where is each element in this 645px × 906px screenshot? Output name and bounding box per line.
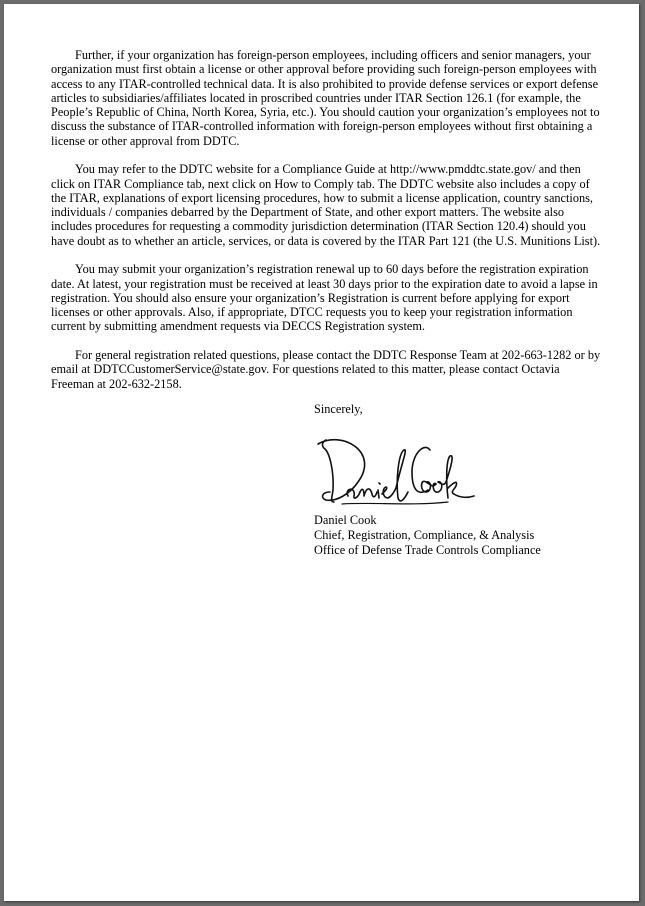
signature-block xyxy=(314,513,541,558)
document-page xyxy=(4,4,639,901)
handwritten-signature xyxy=(312,432,477,510)
signer-name: Daniel Cook xyxy=(314,513,377,527)
closing-salutation: Sincerely, xyxy=(314,402,363,416)
paragraph-ddtc-website: You may refer to the DDTC website for a Compliance Guide at http://www.pmddtc.state.gov/ and then click on ITAR Compliance tab, next click on How to Comply tab. The DDTC website also includes a copy of the ITAR, explanations of export licensing procedures, how to submit a license application, country sanctions, individuals / companies debarred by the Department of State, and other export matters. The website also includes procedures for requesting a commodity jurisdiction determination (ITAR Section 120.4) should you have doubt as to whether an article, services, or data is covered by the ITAR Part 121 (the U.S. Munitions List). xyxy=(51,162,601,248)
paragraph-contact-info: For general registration related questions, please contact the DDTC Response Team at 202-663-1282 or by email at DDTCCustomerService@state.gov. For questions related to this matter, please contact Octavia Freeman at 202-632-2158. xyxy=(51,347,601,391)
letter-body xyxy=(51,48,602,405)
signer-title: Chief, Registration, Compliance, & Analysis xyxy=(314,528,535,542)
signer-office: Office of Defense Trade Controls Compliance xyxy=(314,543,541,557)
paragraph-registration-renewal: You may submit your organization’s registration renewal up to 60 days before the registration expiration date. At latest, your registration must be received at least 30 days prior to the expiration date to avoid a lapse in registration. You should also ensure your organization’s Registration is current before applying for export licenses or other approvals. Also, if appropriate, DTCC requests you to keep your registration information current by submitting amendment requests via DECCS Registration system. xyxy=(51,262,598,334)
paragraph-foreign-employees: Further, if your organization has foreign-person employees, including officers and senior managers, your organization must first obtain a license or other approval before providing such foreign-person employees with access to any ITAR-controlled technical data. It is also prohibited to provide defense services or export defense articles to subsidiaries/affiliates located in proscribed countries under ITAR Section 126.1 (for example, the People’s Republic of China, North Korea, Syria, etc.). You should caution your organization’s employees not to discuss the substance of ITAR-controlled information with foreign-person employees without first obtaining a license or other approval from DDTC. xyxy=(51,48,600,148)
